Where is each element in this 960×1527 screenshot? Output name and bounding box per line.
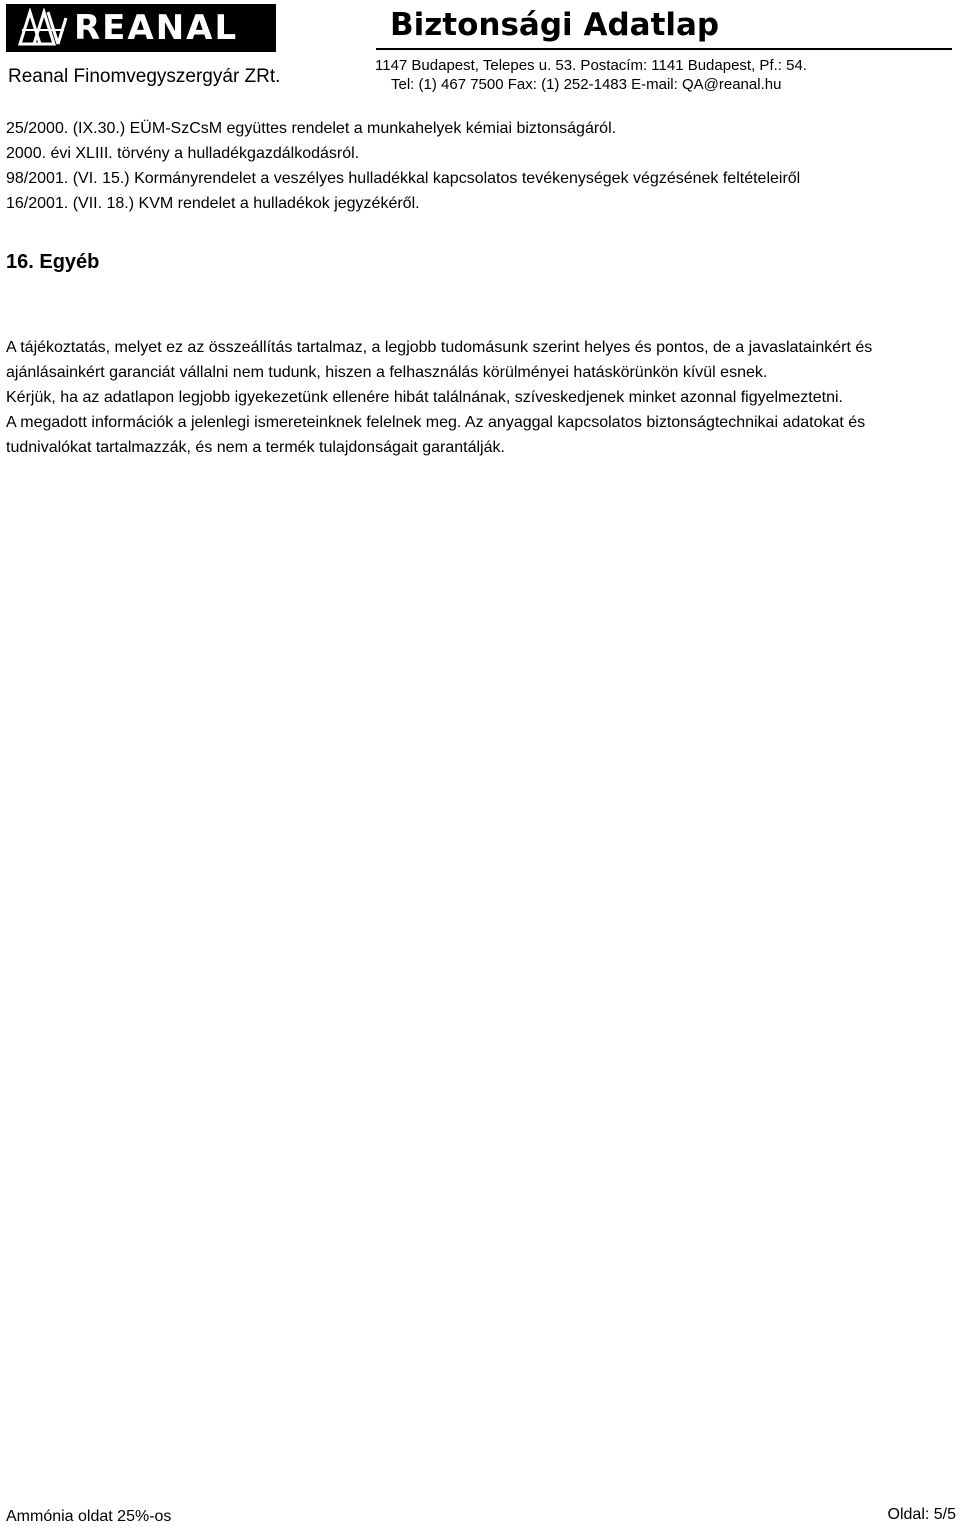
company-logo xyxy=(6,4,276,52)
logo-text: REANAL xyxy=(74,8,239,48)
company-name: Reanal Finomvegyszergyár ZRt. xyxy=(8,66,281,87)
legal-reference: 16/2001. (VII. 18.) KVM rendelet a hulladékok jegyzékéről. xyxy=(6,195,420,212)
paragraph: A megadott információk a jelenlegi ismereteinknek felelnek meg. Az anyaggal kapcsolatos biztonságtechnikai adatokat és tudnivalókat tartalmazzák, és nem a termék tulajdonságait garantálják. xyxy=(6,414,866,456)
paragraph: A tájékoztatás, melyet ez az összeállítás tartalmaz, a legjobb tudomásunk szerint helyes és pontos, de a javaslatainkért és ajánlásainkért garanciát vállalni nem tudunk, hiszen a felhasználás körülményei hatáskörünkön kívül esnek. xyxy=(6,339,873,381)
footer-page-number: Oldal: 5/5 xyxy=(887,1506,956,1523)
legal-reference: 2000. évi XLIII. törvény a hulladékgazdálkodásról. xyxy=(6,145,360,162)
company-address: 1147 Budapest, Telepes u. 53. Postacím: 1141 Budapest, Pf.: 54. xyxy=(375,57,807,74)
legal-reference: 25/2000. (IX.30.) EÜM-SzCsM együttes rendelet a munkahelyek kémiai biztonságáról. xyxy=(6,120,617,137)
document-title: Biztonsági Adatlap xyxy=(390,7,720,43)
section-body xyxy=(6,335,954,460)
legal-reference: 98/2001. (VI. 15.) Kormányrendelet a veszélyes hulladékkal kapcsolatos tevékenységek végzésének feltételeiről xyxy=(6,170,801,187)
legal-references-list xyxy=(6,116,800,216)
paragraph: Kérjük, ha az adatlapon legjobb igyekezetünk ellenére hibát találnának, szíveskedjenek minket azonnal figyelmeztetni. xyxy=(6,389,843,406)
section-heading: 16. Egyéb xyxy=(6,251,100,273)
title-divider xyxy=(376,48,952,50)
company-contact: Tel: (1) 467 7500 Fax: (1) 252-1483 E-mail: QA@reanal.hu xyxy=(391,76,782,93)
reanal-logo-icon xyxy=(18,8,68,48)
footer-product-name: Ammónia oldat 25%-os xyxy=(6,1508,172,1525)
